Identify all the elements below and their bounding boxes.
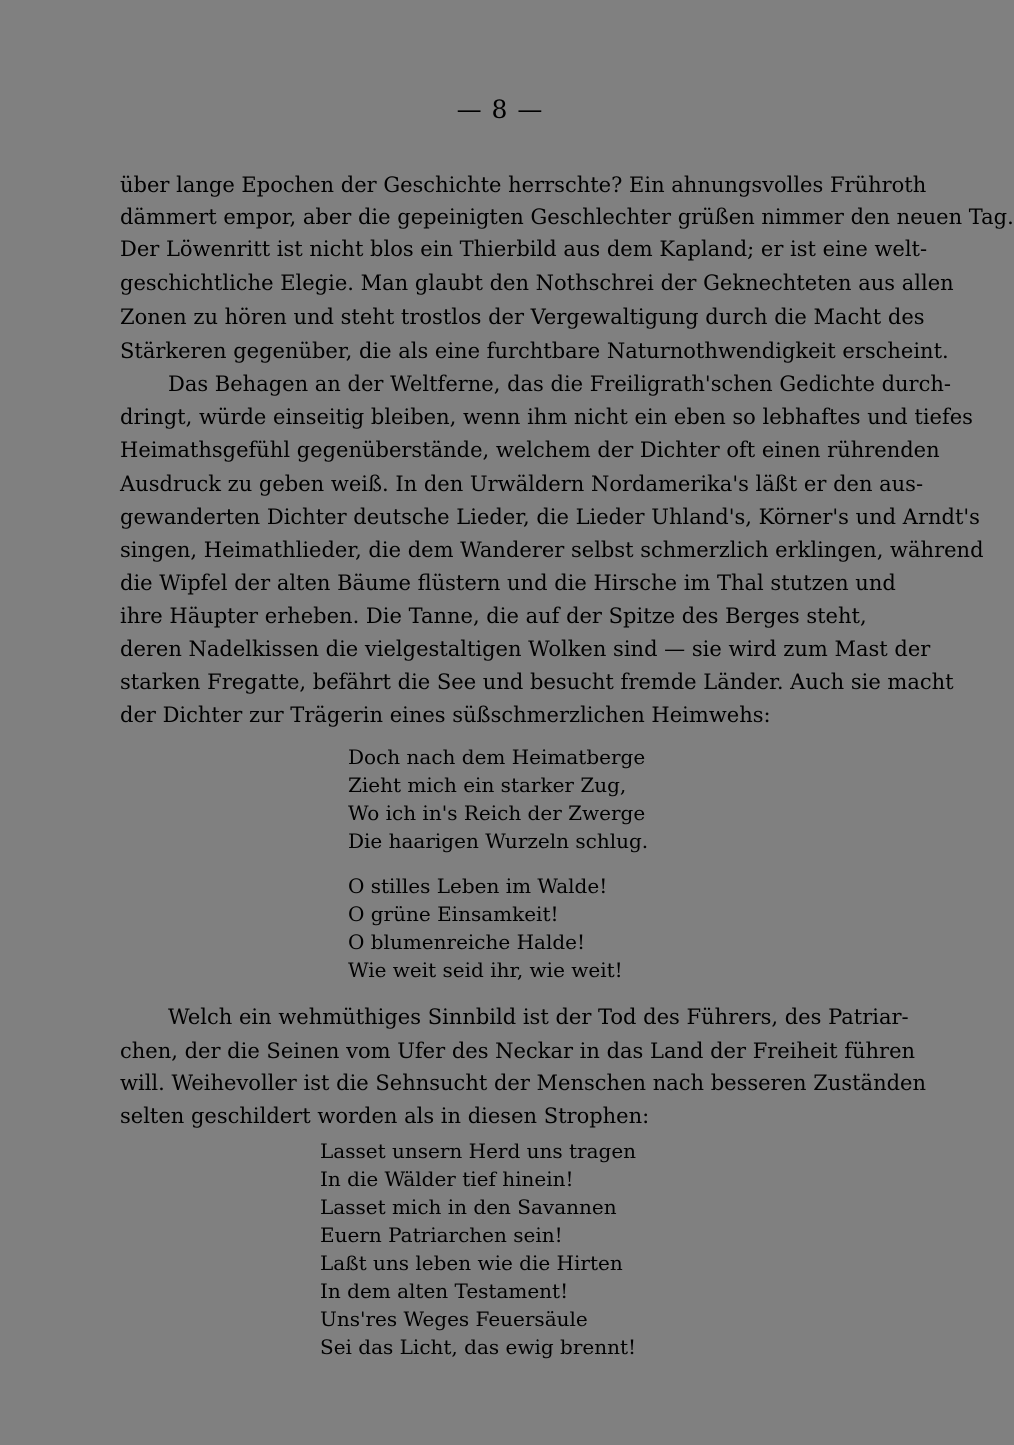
verse-line: Uns'res Weges Feuersäule [320, 1307, 588, 1331]
verse-line: Wo ich in's Reich der Zwerge [348, 801, 646, 825]
verse-line: Zieht mich ein starker Zug, [348, 773, 627, 797]
text-line: dämmert empor, aber die gepeinigten Geschlechter grüßen nimmer den neuen Tag. [120, 205, 1014, 229]
text-line: Stärkeren gegenüber, die als eine furchtbare Naturnothwendigkeit erscheint. [120, 339, 949, 363]
text-line: Der Löwenritt ist nicht blos ein Thierbild aus dem Kapland; er ist eine welt- [120, 237, 928, 261]
verse-line: O stilles Leben im Walde! [348, 874, 608, 898]
verse-line: Lasset mich in den Savannen [320, 1195, 617, 1219]
verse-line: Lasset unsern Herd uns tragen [320, 1139, 637, 1163]
verse-line: O grüne Einsamkeit! [348, 902, 559, 926]
verse-line: Euern Patriarchen sein! [320, 1223, 563, 1247]
text-line: über lange Epochen der Geschichte herrschte? Ein ahnungsvolles Frühroth [120, 173, 927, 197]
verse-line: O blumenreiche Halde! [348, 930, 586, 954]
verse-line: Sei das Licht, das ewig brennt! [320, 1335, 637, 1359]
text-line: singen, Heimathlieder, die dem Wanderer selbst schmerzlich erklingen, während [120, 538, 984, 562]
verse-line: In die Wälder tief hinein! [320, 1167, 574, 1191]
text-line: gewanderten Dichter deutsche Lieder, die Lieder Uhland's, Körner's und Arndt's [120, 505, 980, 529]
verse-line: Wie weit seid ihr, wie weit! [348, 958, 623, 982]
text-line: selten geschildert worden als in diesen Strophen: [120, 1104, 650, 1128]
text-line: dringt, würde einseitig bleiben, wenn ihm nicht ein eben so lebhaftes und tiefes [120, 405, 973, 429]
text-line: deren Nadelkissen die vielgestaltigen Wolken sind — sie wird zum Mast der [120, 637, 931, 661]
page-number: — 8 — [456, 95, 544, 124]
text-line: Das Behagen an der Weltferne, das die Freiligrath'schen Gedichte durch- [168, 372, 951, 396]
text-line: ihre Häupter erheben. Die Tanne, die auf der Spitze des Berges steht, [120, 604, 867, 628]
verse-line: In dem alten Testament! [320, 1279, 569, 1303]
text-line: Zonen zu hören und steht trostlos der Vergewaltigung durch die Macht des [120, 305, 925, 329]
verse-line: Die haarigen Wurzeln schlug. [348, 829, 649, 853]
verse-line: Laßt uns leben wie die Hirten [320, 1251, 623, 1275]
text-line: will. Weihevoller ist die Sehnsucht der Menschen nach besseren Zuständen [120, 1071, 926, 1095]
verse-line: Doch nach dem Heimatberge [348, 745, 646, 769]
text-line: starken Fregatte, befährt die See und besucht fremde Länder. Auch sie macht [120, 670, 954, 694]
text-line: Welch ein wehmüthiges Sinnbild ist der Tod des Führers, des Patriar- [168, 1005, 909, 1029]
text-line: Ausdruck zu geben weiß. In den Urwäldern Nordamerika's läßt er den aus- [120, 472, 924, 496]
text-line: chen, der die Seinen vom Ufer des Neckar in das Land der Freiheit führen [120, 1039, 916, 1063]
text-line: der Dichter zur Trägerin eines süßschmerzlichen Heimwehs: [120, 703, 771, 727]
text-line: Heimathsgefühl gegenüberstände, welchem der Dichter oft einen rührenden [120, 438, 940, 462]
text-line: geschichtliche Elegie. Man glaubt den Nothschrei der Geknechteten aus allen [120, 271, 954, 295]
text-line: die Wipfel der alten Bäume flüstern und die Hirsche im Thal stutzen und [120, 571, 896, 595]
